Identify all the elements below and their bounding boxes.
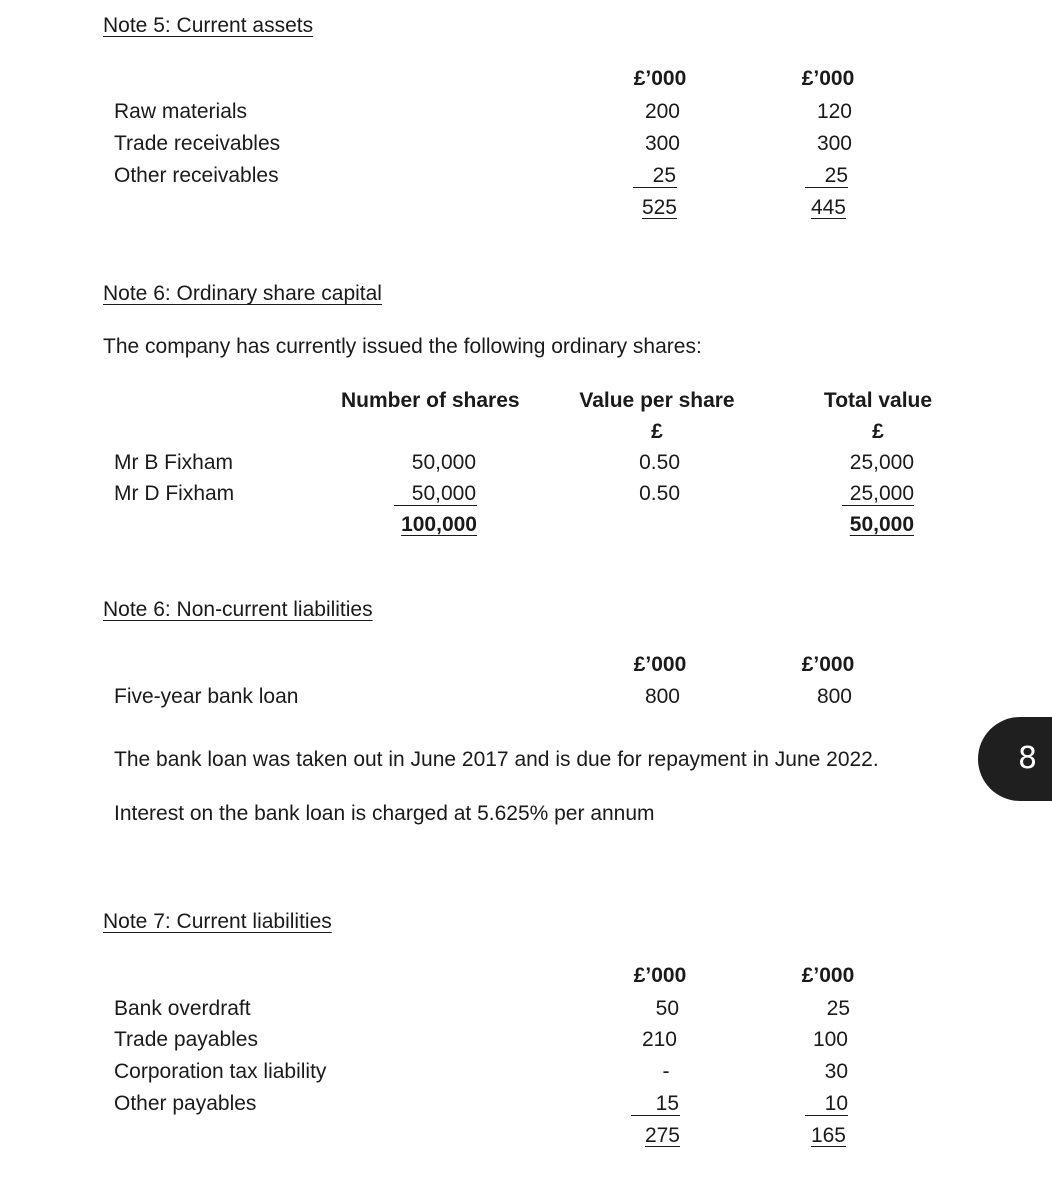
note5-row-c1: 300	[644, 132, 680, 155]
bank-loan-note: The bank loan was taken out in June 2017 and is due for repayment in June 2022.	[114, 748, 879, 771]
note6-shares-title: Note 6: Ordinary share capital	[103, 282, 382, 305]
note5-c1-rule	[633, 187, 677, 188]
note7-total-c2: 165	[810, 1124, 846, 1147]
interest-note: Interest on the bank loan is charged at 5.625% per annum	[114, 802, 655, 825]
note5-row-label: Raw materials	[114, 100, 248, 123]
liab-col1-header: £’000	[633, 653, 687, 676]
total-value-header: Total value	[823, 389, 933, 412]
value-per-share-header: Value per share	[579, 389, 735, 412]
note5-row-c2: 300	[816, 132, 852, 155]
total-rule	[842, 505, 914, 506]
note5-total-c1: 525	[641, 196, 677, 219]
liab-row-c2: 800	[816, 685, 852, 708]
shares-total: 100,000	[401, 513, 477, 536]
note5-c2-rule	[805, 187, 848, 188]
shares-count: 50,000	[411, 482, 476, 505]
note6-liabilities-title: Note 6: Non-current liabilities	[103, 598, 373, 621]
note7-row-c2: 30	[824, 1060, 848, 1083]
note7-title: Note 7: Current liabilities	[103, 910, 332, 933]
value-per-share: 0.50	[639, 451, 680, 474]
note5-col2-header: £’000	[801, 67, 855, 90]
note5-row-c2: 120	[816, 100, 852, 123]
value-unit: £	[651, 420, 663, 443]
note5-row-label: Other receivables	[114, 164, 279, 187]
shareholder-label: Mr D Fixham	[114, 482, 235, 505]
note7-c1-rule	[631, 1115, 680, 1116]
liab-row-c1: 800	[644, 685, 680, 708]
note5-row-label: Trade receivables	[114, 132, 281, 155]
liab-col2-header: £’000	[801, 653, 855, 676]
note7-row-c1: -	[662, 1060, 670, 1083]
note7-row-label: Corporation tax liability	[114, 1060, 327, 1083]
total-value: 25,000	[849, 482, 914, 505]
note7-row-label: Other payables	[114, 1092, 257, 1115]
shares-header: Number of shares	[341, 389, 520, 412]
note7-row-c1: 210	[641, 1028, 677, 1051]
liab-row-label: Five-year bank loan	[114, 685, 299, 708]
note7-row-label: Bank overdraft	[114, 997, 251, 1020]
note7-row-c2: 10	[824, 1092, 848, 1115]
note5-row-c1: 25	[652, 164, 676, 187]
shares-count: 50,000	[411, 451, 476, 474]
page-number: 8	[1018, 741, 1038, 776]
shareholder-label: Mr B Fixham	[114, 451, 234, 474]
note5-total-c2: 445	[810, 196, 846, 219]
page-number-tab	[978, 717, 1052, 801]
note7-total-c1: 275	[644, 1124, 680, 1147]
value-per-share: 0.50	[639, 482, 680, 505]
note7-row-c1: 50	[655, 997, 679, 1020]
note7-row-c2: 25	[826, 997, 850, 1020]
note6-shares-intro: The company has currently issued the following ordinary shares:	[103, 335, 702, 358]
total-unit: £	[872, 420, 884, 443]
shares-rule	[394, 505, 477, 506]
note7-row-c2: 100	[812, 1028, 848, 1051]
note7-row-c1: 15	[655, 1092, 679, 1115]
total-value-sum: 50,000	[849, 513, 914, 536]
note7-col2-header: £’000	[801, 964, 855, 987]
note5-title: Note 5: Current assets	[103, 14, 314, 37]
total-value: 25,000	[849, 451, 914, 474]
note5-row-c1: 200	[644, 100, 680, 123]
note7-row-label: Trade payables	[114, 1028, 258, 1051]
note5-col1-header: £’000	[633, 67, 687, 90]
note7-c2-rule	[805, 1115, 848, 1116]
note5-row-c2: 25	[824, 164, 848, 187]
note7-col1-header: £’000	[633, 964, 687, 987]
